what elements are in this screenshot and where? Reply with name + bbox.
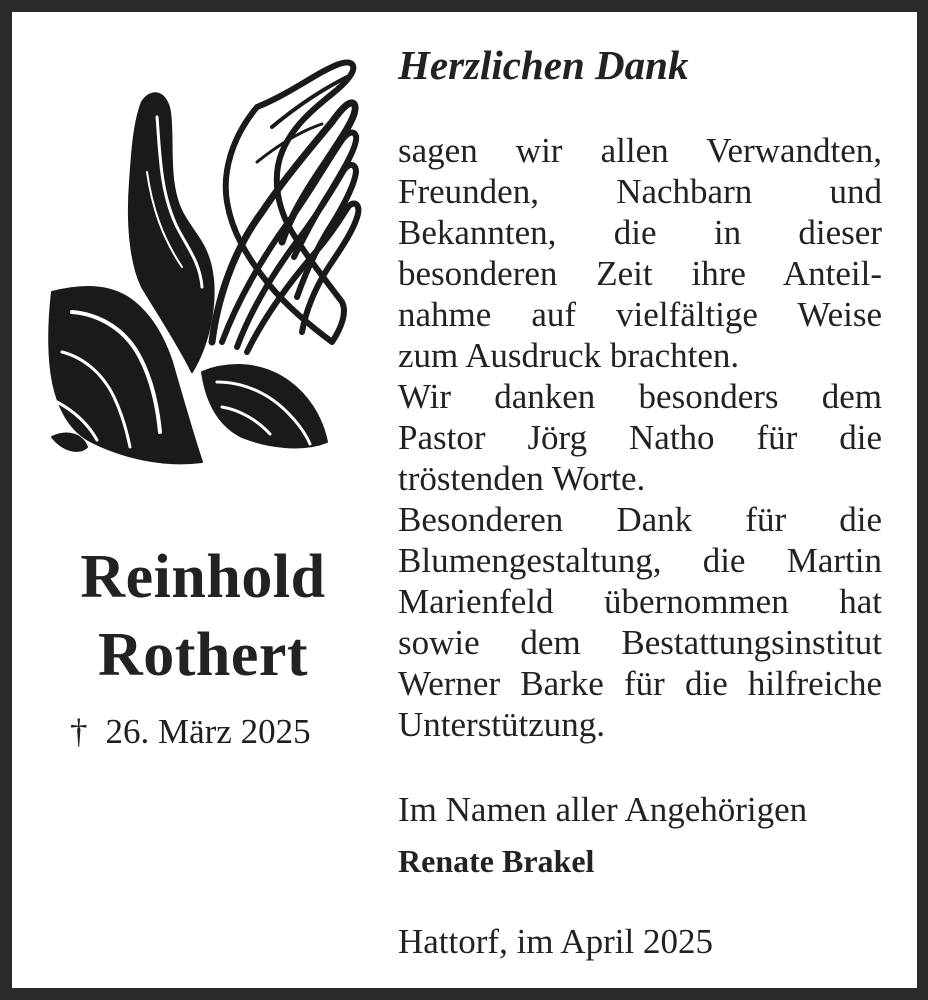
body-line: sowie dem Bestattungsinstitut: [398, 623, 882, 662]
death-cross-icon: †: [70, 712, 88, 751]
death-date: 26. März 2025: [105, 712, 311, 751]
body-line: sagen wir allen Verwandten,: [398, 131, 882, 170]
body-line: Blumengestaltung, die Martin: [398, 541, 882, 580]
body-line: Werner Barke für die hilfreiche: [398, 664, 882, 703]
signature-intro: Im Namen aller Angehörigen: [398, 790, 808, 829]
thank-you-text: [398, 130, 882, 745]
notice-heading: Herzlichen Dank: [398, 42, 689, 88]
praying-hands-icon: [42, 42, 366, 474]
body-line: Freunden, Nachbarn und: [398, 172, 882, 211]
body-line: Wir danken besonders dem: [398, 377, 882, 416]
deceased-last-name: Rothert: [97, 621, 309, 689]
death-date-line: [70, 712, 311, 752]
body-line: Bekannten, die in dieser: [398, 213, 882, 252]
body-line: tröstenden Worte.: [398, 459, 646, 498]
place-date: Hattorf, im April 2025: [398, 922, 713, 961]
body-line: Besonderen Dank für die: [398, 500, 882, 539]
body-line: nahme auf vielfältige Weise: [398, 295, 882, 334]
body-line: Unterstützung.: [398, 705, 606, 744]
deceased-first-name: Reinhold: [80, 543, 326, 611]
body-line: besonderen Zeit ihre Anteil-: [398, 254, 882, 293]
signature-name: Renate Brakel: [398, 843, 595, 879]
body-line: Marienfeld übernommen hat: [398, 582, 882, 621]
body-line: Pastor Jörg Natho für die: [398, 418, 882, 457]
body-line: zum Ausdruck brachten.: [398, 336, 740, 375]
